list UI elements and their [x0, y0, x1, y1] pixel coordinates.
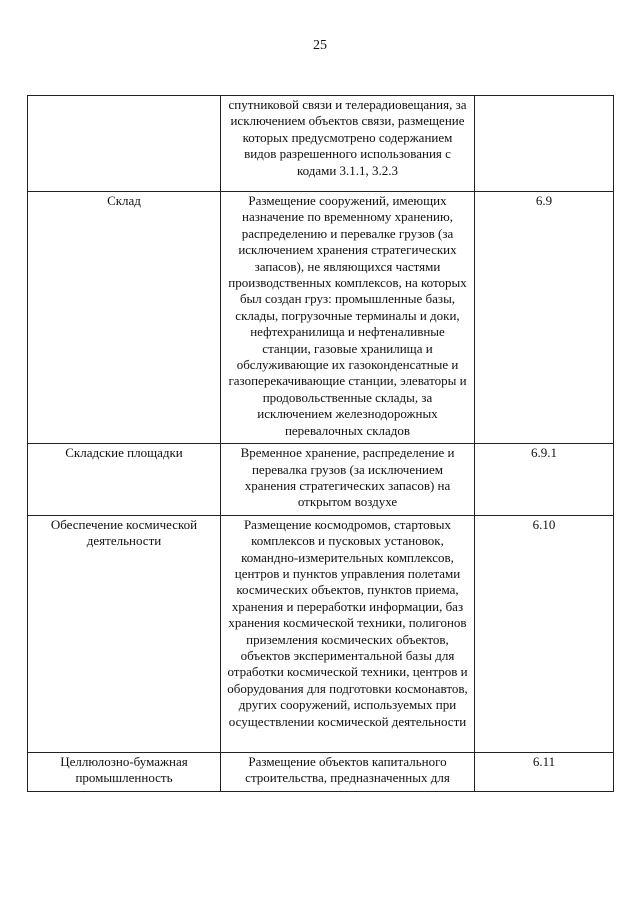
- table-row: [28, 96, 614, 192]
- land-use-code-cell: 6.9: [475, 192, 614, 444]
- page-number: 25: [313, 38, 327, 53]
- table-row: [28, 444, 614, 516]
- land-use-table: [27, 95, 614, 792]
- land-use-description-cell: Размещение космодромов, стартовых комплексов и пусковых установок, командно-измерительных комплексов, центров и пунктов управления полетами космических объектов, пунктов приема, хранения и переработки информации, баз хранения космической техники, полигонов приземления космических объектов, объектов экспериментальной базы для отработки космической техники, центров и оборудования для подготовки космонавтов, других сооружений, используемых при осуществлении космической деятельности: [221, 515, 475, 752]
- land-use-code-cell: 6.11: [475, 752, 614, 791]
- table-row: [28, 192, 614, 444]
- land-use-description-cell: Размещение сооружений, имеющих назначение по временному хранению, распределению и перевалке грузов (за исключением хранения стратегических запасов), не являющихся частями производственных комплексов, на которых был создан груз: промышленные базы, склады, погрузочные терминалы и доки, нефтехранилища и нефтеналивные станции, газовые хранилища и обслуживающие их газоконденсатные и газоперекачивающие станции, элеваторы и продовольственные склады, за исключением железнодорожных перевалочных складов: [221, 192, 475, 444]
- land-use-description-cell: Размещение объектов капитального строительства, предназначенных для: [221, 752, 475, 791]
- land-use-description-cell: Временное хранение, распределение и перевалка грузов (за исключением хранения стратегических запасов) на открытом воздухе: [221, 444, 475, 516]
- land-use-name-cell: Склад: [28, 192, 221, 444]
- table-row: [28, 515, 614, 752]
- land-use-code-cell: [475, 96, 614, 192]
- table-row: [28, 752, 614, 791]
- land-use-name-cell: Складские площадки: [28, 444, 221, 516]
- land-use-description-cell: спутниковой связи и телерадиовещания, за исключением объектов связи, размещение которых предусмотрено содержанием видов разрешенного использования с кодами 3.1.1, 3.2.3: [221, 96, 475, 192]
- land-use-name-cell: Обеспечение космической деятельности: [28, 515, 221, 752]
- land-use-code-cell: 6.10: [475, 515, 614, 752]
- land-use-code-cell: 6.9.1: [475, 444, 614, 516]
- land-use-name-cell: [28, 96, 221, 192]
- land-use-name-cell: Целлюлозно-бумажная промышленность: [28, 752, 221, 791]
